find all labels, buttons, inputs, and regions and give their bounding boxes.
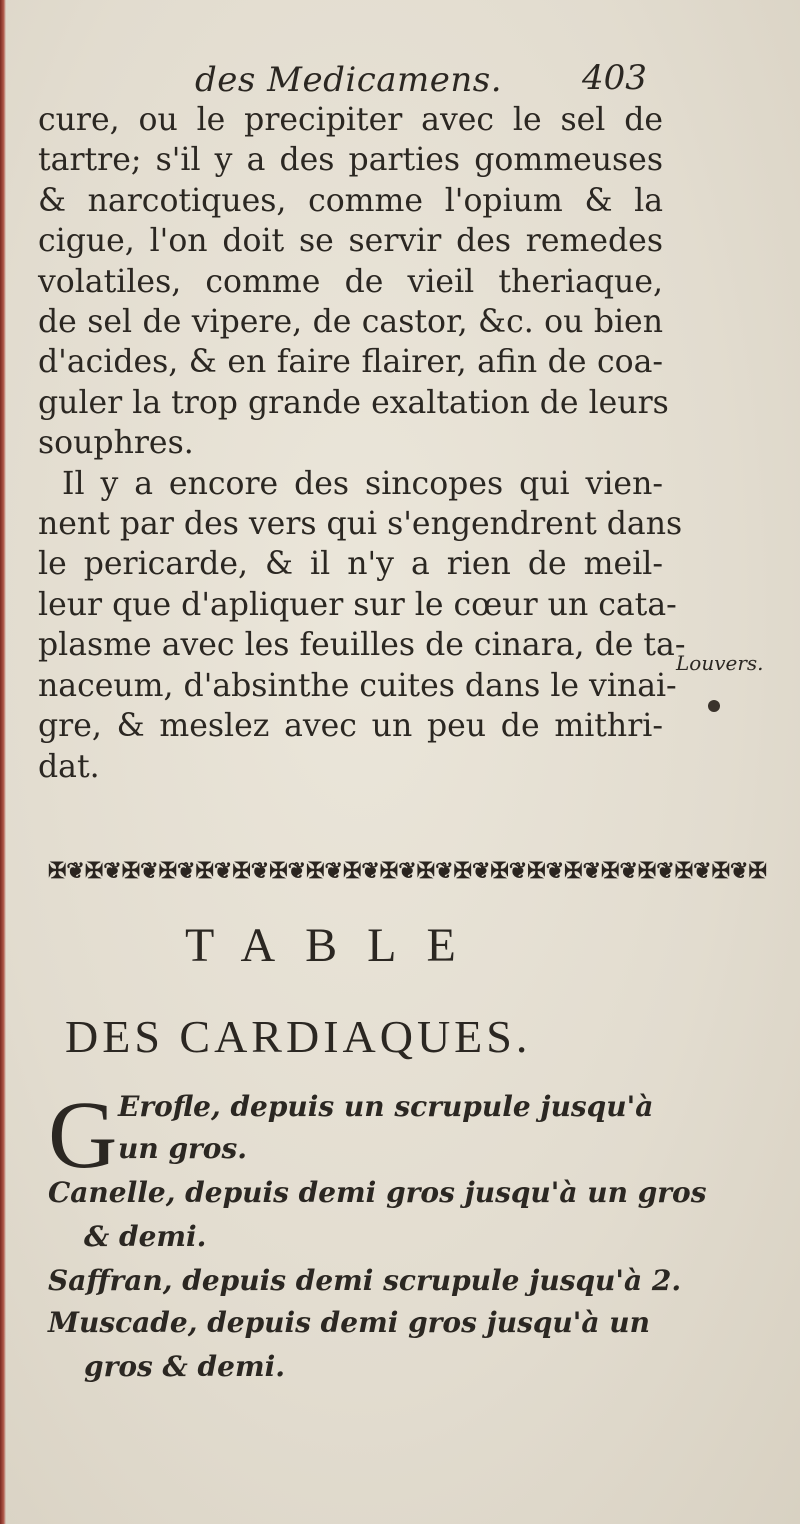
- text-line: dat.: [38, 748, 100, 785]
- text-line: guler la trop grande exaltation de leurs: [38, 384, 669, 421]
- page-number: 403: [582, 58, 647, 98]
- text-line: Il y a encore des sincopes qui vien-: [62, 465, 663, 502]
- table-title: TABLE: [185, 919, 486, 972]
- list-entry: Erofle, depuis un scrupule jusqu'à: [118, 1090, 654, 1123]
- text-line: cure, ou le precipiter avec le sel de: [38, 102, 663, 138]
- running-head: des Medicamens.: [195, 60, 503, 100]
- text-line: plasme avec les feuilles de cinara, de ta-: [38, 627, 686, 664]
- text-line: & narcotiques, comme l'opium & la: [38, 182, 663, 219]
- text-line: naceum, d'absinthe cuites dans le vinai-: [38, 667, 677, 704]
- text-line: gre, & meslez avec un peu de mithri-: [38, 708, 663, 745]
- text-line: leur que d'apliquer sur le cœur un cata-: [38, 586, 677, 623]
- table-subtitle: DES CARDIAQUES.: [65, 1011, 532, 1062]
- text-line: le pericarde, & il n'y a rien de meil-: [38, 546, 663, 583]
- body-text: [38, 100, 686, 787]
- margin-note: Louvers.: [676, 651, 764, 675]
- text-line: tartre; s'il y a des parties gommeuses: [38, 142, 663, 179]
- list-entry: Saffran, depuis demi scrupule jusqu'à 2.: [48, 1264, 682, 1297]
- ornamental-band: ✠❦✠❦✠❦✠❦✠❦✠❦✠❦✠❦✠❦✠❦✠❦✠❦✠❦✠❦✠❦✠❦✠❦✠❦✠❦✠: [48, 858, 767, 884]
- text-line: volatiles, comme de vieil theriaque,: [38, 263, 663, 300]
- text-line: nent par des vers qui s'engendrent dans: [38, 506, 683, 543]
- ink-spot: [708, 700, 720, 712]
- drop-cap: G: [48, 1081, 118, 1188]
- text-line: cigue, l'on doit se servir des remedes: [38, 223, 663, 260]
- text-line: de sel de vipere, de castor, &c. ou bien: [38, 304, 663, 341]
- list-entry: Muscade, depuis demi gros jusqu'à un: [48, 1306, 650, 1339]
- list-entry: un gros.: [118, 1132, 247, 1165]
- list-entry: Canelle, depuis demi gros jusqu'à un gros: [48, 1176, 707, 1209]
- text-line: souphres.: [38, 425, 194, 462]
- text-line: d'acides, & en faire flairer, afin de coa-: [38, 344, 663, 381]
- page-edge-binding: [0, 0, 6, 1524]
- list-entry: gros & demi.: [84, 1350, 285, 1383]
- list-entry: & demi.: [84, 1220, 207, 1253]
